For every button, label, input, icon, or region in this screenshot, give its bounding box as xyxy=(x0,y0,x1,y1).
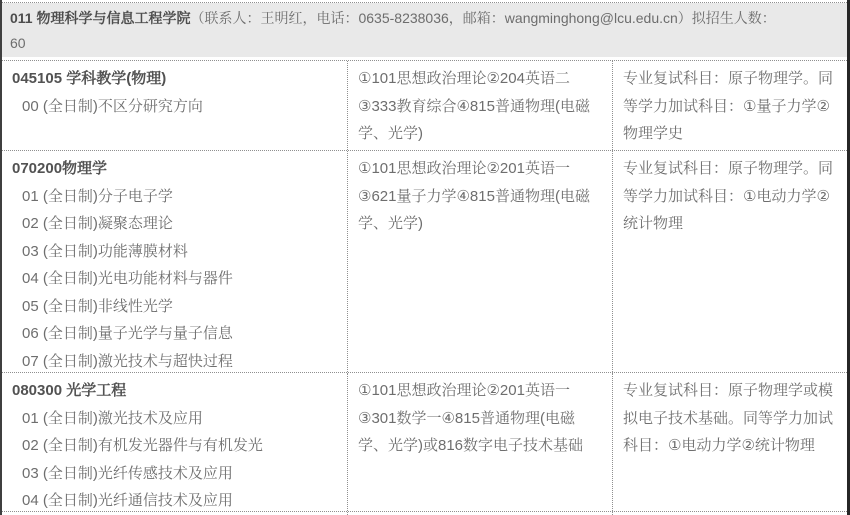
exam-subjects-text: ①101思想政治理论②201英语一③301数学一④815普通物理(电磁学、光学)或816数字电子技术基础 xyxy=(358,382,584,454)
retest-subjects-text: 专业复试科目：原子物理学。同等学力加试科目：①量子力学②物理学史 xyxy=(623,70,834,142)
program-retest-cell xyxy=(612,373,847,511)
exam-subjects-text: ①101思想政治理论②204英语二③333教育综合④815普通物理(电磁学、光学) xyxy=(358,70,590,142)
research-direction: 04 (全日制)光电功能材料与器件 xyxy=(22,270,233,287)
college-contact-info: （联系人：王明红，电话：0635-8238036，邮箱：wangminghong@lcu.edu.cn）拟招生人数： xyxy=(190,10,776,26)
program-major-cell xyxy=(2,61,347,150)
research-direction: 03 (全日制)功能薄膜材料 xyxy=(22,242,188,260)
program-major-cell xyxy=(2,151,347,372)
program-title: 070200物理学 xyxy=(12,160,108,177)
research-direction: 02 (全日制)有机发光器件与有机发光 xyxy=(22,437,263,454)
research-direction: 00 (全日制)不区分研究方向 xyxy=(22,97,203,115)
research-direction: 07 (全日制)激光技术与超快过程 xyxy=(22,352,233,370)
research-direction: 04 (全日制)光纤通信技术及应用 xyxy=(22,492,233,509)
program-row-070200 xyxy=(2,150,847,372)
research-direction: 06 (全日制)量子光学与量子信息 xyxy=(22,325,233,342)
program-exam-cell xyxy=(347,373,612,511)
college-header-band xyxy=(2,3,847,57)
program-retest-cell xyxy=(612,151,847,372)
next-row-partial xyxy=(2,511,847,515)
retest-subjects-text: 专业复试科目：原子物理学。同等学力加试科目：①电动力学②统计物理 xyxy=(623,160,834,232)
program-title: 045105 学科教学(物理) xyxy=(12,70,167,87)
program-exam-cell xyxy=(347,151,612,372)
exam-subjects-text: ①101思想政治理论②201英语一③621量子力学④815普通物理(电磁学、光学) xyxy=(358,160,590,232)
program-retest-cell xyxy=(612,61,847,150)
program-row-045105 xyxy=(2,60,847,150)
admission-count: 60 xyxy=(10,35,26,51)
program-title: 080300 光学工程 xyxy=(12,382,127,399)
retest-subjects-text: 专业复试科目：原子物理学或模拟电子技术基础。同等学力加试科目：①电动力学②统计物理 xyxy=(623,382,834,454)
program-major-cell xyxy=(2,373,347,511)
research-direction: 03 (全日制)光纤传感技术及应用 xyxy=(22,464,233,482)
research-direction: 05 (全日制)非线性光学 xyxy=(22,297,173,315)
college-header-line xyxy=(10,6,839,31)
research-direction: 01 (全日制)激光技术及应用 xyxy=(22,409,203,427)
college-code-name: 011 物理科学与信息工程学院 xyxy=(10,10,191,26)
research-direction: 02 (全日制)凝聚态理论 xyxy=(22,215,173,232)
research-direction: 01 (全日制)分子电子学 xyxy=(22,187,173,205)
program-exam-cell xyxy=(347,61,612,150)
program-row-080300 xyxy=(2,372,847,511)
